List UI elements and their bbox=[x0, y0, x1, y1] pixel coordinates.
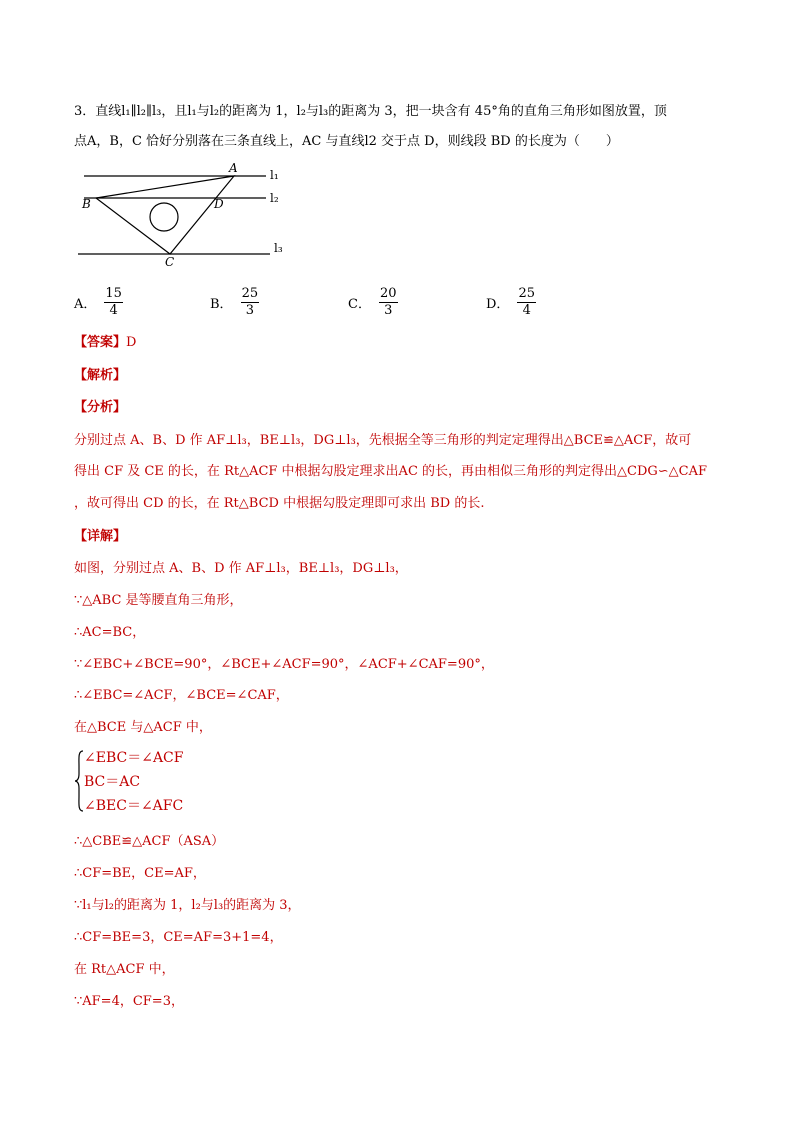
choice-d[interactable] bbox=[486, 286, 536, 319]
choice-a-fraction bbox=[104, 286, 123, 319]
system-eq-1: ∠EBC＝∠ACF bbox=[84, 750, 184, 766]
choice-a[interactable] bbox=[74, 286, 123, 319]
choice-c-numerator: 20 bbox=[379, 286, 397, 301]
system-eq-3: ∠BEC＝∠AFC bbox=[84, 798, 184, 814]
equation-system bbox=[74, 748, 214, 814]
label-a: A bbox=[229, 161, 238, 175]
detail-line-3: ∴AC=BC， bbox=[74, 625, 146, 640]
label-l1: l₁ bbox=[270, 168, 279, 182]
analysis-tag: 【解析】 bbox=[74, 368, 127, 383]
detail-line-9: ∵l₁与l₂的距离为 1，l₂与l₃的距离为 3， bbox=[74, 898, 301, 913]
label-d: D bbox=[214, 197, 224, 211]
choice-c[interactable] bbox=[348, 286, 398, 319]
detail-line-12: ∵AF=4，CF=3， bbox=[74, 994, 184, 1009]
choice-a-denominator: 4 bbox=[109, 303, 118, 318]
system-eq-2: BC＝AC bbox=[84, 774, 141, 790]
detail-line-5: ∴∠EBC=∠ACF，∠BCE=∠CAF， bbox=[74, 688, 289, 703]
choice-d-fraction bbox=[517, 286, 536, 319]
choice-d-numerator: 25 bbox=[518, 286, 535, 301]
choice-b-denominator: 3 bbox=[245, 303, 254, 318]
question-line-1: 3．直线l₁∥l₂∥l₃，且l₁与l₂的距离为 1，l₂与l₃的距离为 3，把一块含有 45°角的直角三角形如图放置，顶 bbox=[74, 104, 667, 119]
detail-tag: 【详解】 bbox=[74, 529, 127, 544]
detail-line-11: 在 Rt△ACF 中， bbox=[74, 962, 175, 977]
choice-b[interactable] bbox=[210, 286, 259, 319]
choice-c-denominator: 3 bbox=[384, 303, 393, 318]
detail-line-2: ∵△ABC 是等腰直角三角形， bbox=[74, 593, 243, 608]
answer-line bbox=[74, 335, 136, 351]
fenxi-line-1: 分别过点 A、B、D 作 AF⊥l₃，BE⊥l₃，DG⊥l₃，先根据全等三角形的判定定理得出△BCE≌△ACF，故可 bbox=[74, 433, 692, 448]
choice-a-numerator: 15 bbox=[105, 286, 122, 301]
left-brace-icon bbox=[74, 750, 84, 812]
question-line-2: 点A，B，C 恰好分别落在三条直线上，AC 与直线l2 交于点 D，则线段 BD 的长度为（ ） bbox=[74, 134, 619, 149]
answer-value: D bbox=[126, 335, 137, 350]
choice-b-fraction bbox=[241, 286, 260, 319]
choice-b-numerator: 25 bbox=[241, 286, 259, 301]
choice-c-letter: C． bbox=[348, 297, 371, 312]
geometry-diagram bbox=[74, 160, 314, 272]
triangle-hole bbox=[150, 203, 178, 231]
answer-tag: 【答案】 bbox=[74, 335, 127, 350]
choice-d-denominator: 4 bbox=[522, 303, 531, 318]
choice-b-letter: B． bbox=[210, 297, 233, 312]
choice-c-fraction bbox=[379, 286, 398, 319]
choice-d-letter: D． bbox=[486, 297, 510, 312]
triangle-abc bbox=[96, 176, 234, 254]
label-l3: l₃ bbox=[274, 241, 283, 255]
choice-a-letter: A． bbox=[74, 297, 97, 312]
detail-line-6: 在△BCE 与△ACF 中， bbox=[74, 720, 212, 735]
fenxi-line-2: 得出 CF 及 CE 的长，在 Rt△ACF 中根据勾股定理求出AC 的长，再由相似三角形的判定得出△CDG∽△CAF bbox=[74, 464, 708, 479]
label-b: B bbox=[82, 197, 91, 211]
detail-line-7: ∴△CBE≌△ACF（ASA） bbox=[74, 834, 225, 849]
detail-line-4: ∵∠EBC+∠BCE=90°，∠BCE+∠ACF=90°，∠ACF+∠CAF=90°， bbox=[74, 657, 494, 672]
detail-line-10: ∴CF=BE=3，CE=AF=3+1=4， bbox=[74, 930, 283, 945]
label-l2: l₂ bbox=[270, 191, 279, 205]
label-c: C bbox=[165, 255, 175, 269]
fenxi-line-3: ，故可得出 CD 的长，在 Rt△BCD 中根据勾股定理即可求出 BD 的长. bbox=[74, 496, 485, 511]
detail-line-8: ∴CF=BE，CE=AF， bbox=[74, 866, 206, 881]
detail-line-1: 如图，分别过点 A、B、D 作 AF⊥l₃，BE⊥l₃，DG⊥l₃， bbox=[74, 561, 408, 576]
fenxi-tag: 【分析】 bbox=[74, 400, 127, 415]
